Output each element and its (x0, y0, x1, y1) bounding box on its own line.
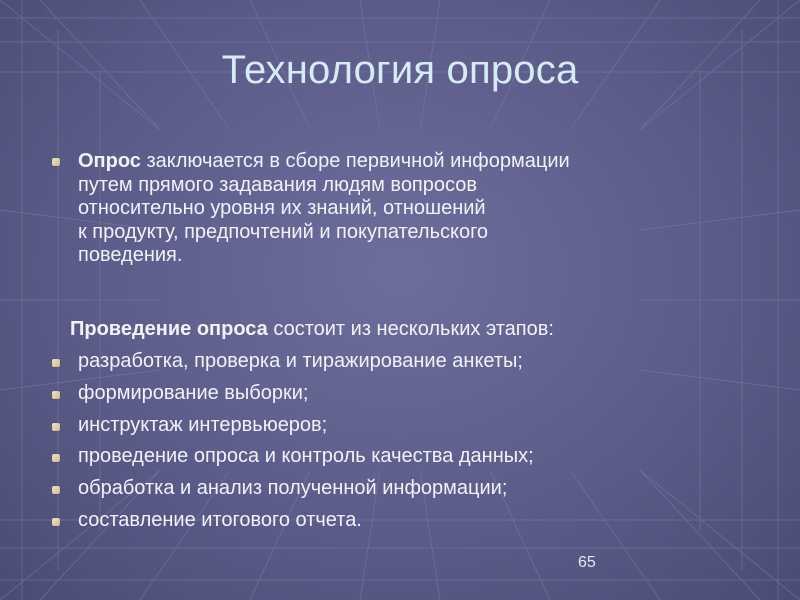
step-item: составление итогового отчета. (52, 509, 752, 541)
page-number: 65 (578, 554, 596, 571)
main-bullet-line: путем прямого задавания людям вопросов (78, 173, 477, 196)
steps-list (52, 350, 752, 541)
main-bullet-text (78, 150, 758, 268)
main-bullet-line: поведения. (78, 244, 183, 266)
main-bullet-line: относительно уровня их знаний, отношений (78, 197, 486, 219)
main-bullet-term: Опрос (78, 150, 141, 172)
step-item: формирование выборки; (52, 382, 752, 414)
bullet-marker-icon (52, 423, 60, 431)
steps-intro-term: Проведение опроса (70, 318, 268, 340)
bullet-marker-icon (52, 359, 60, 367)
steps-intro-rest: состоит из нескольких этапов: (267, 318, 554, 340)
step-item: проведение опроса и контроль качества данных; (52, 445, 752, 477)
main-bullet-line: к продукту, предпочтений и покупательского (78, 220, 489, 243)
bullet-marker-icon (52, 158, 60, 166)
bullet-marker-icon (52, 391, 60, 399)
bullet-marker-icon (52, 518, 60, 526)
main-bullet-line: Опрос заключается в сборе первичной информации (78, 150, 570, 172)
steps-intro (70, 318, 554, 342)
bullet-marker-icon (52, 454, 60, 462)
step-item: разработка, проверка и тиражирование анкеты; (52, 350, 752, 382)
step-item: инструктаж интервьюеров; (52, 414, 752, 446)
bullet-marker-icon (52, 486, 60, 494)
step-item: обработка и анализ полученной информации; (52, 477, 752, 509)
slide-title: Технология опроса (221, 48, 579, 92)
